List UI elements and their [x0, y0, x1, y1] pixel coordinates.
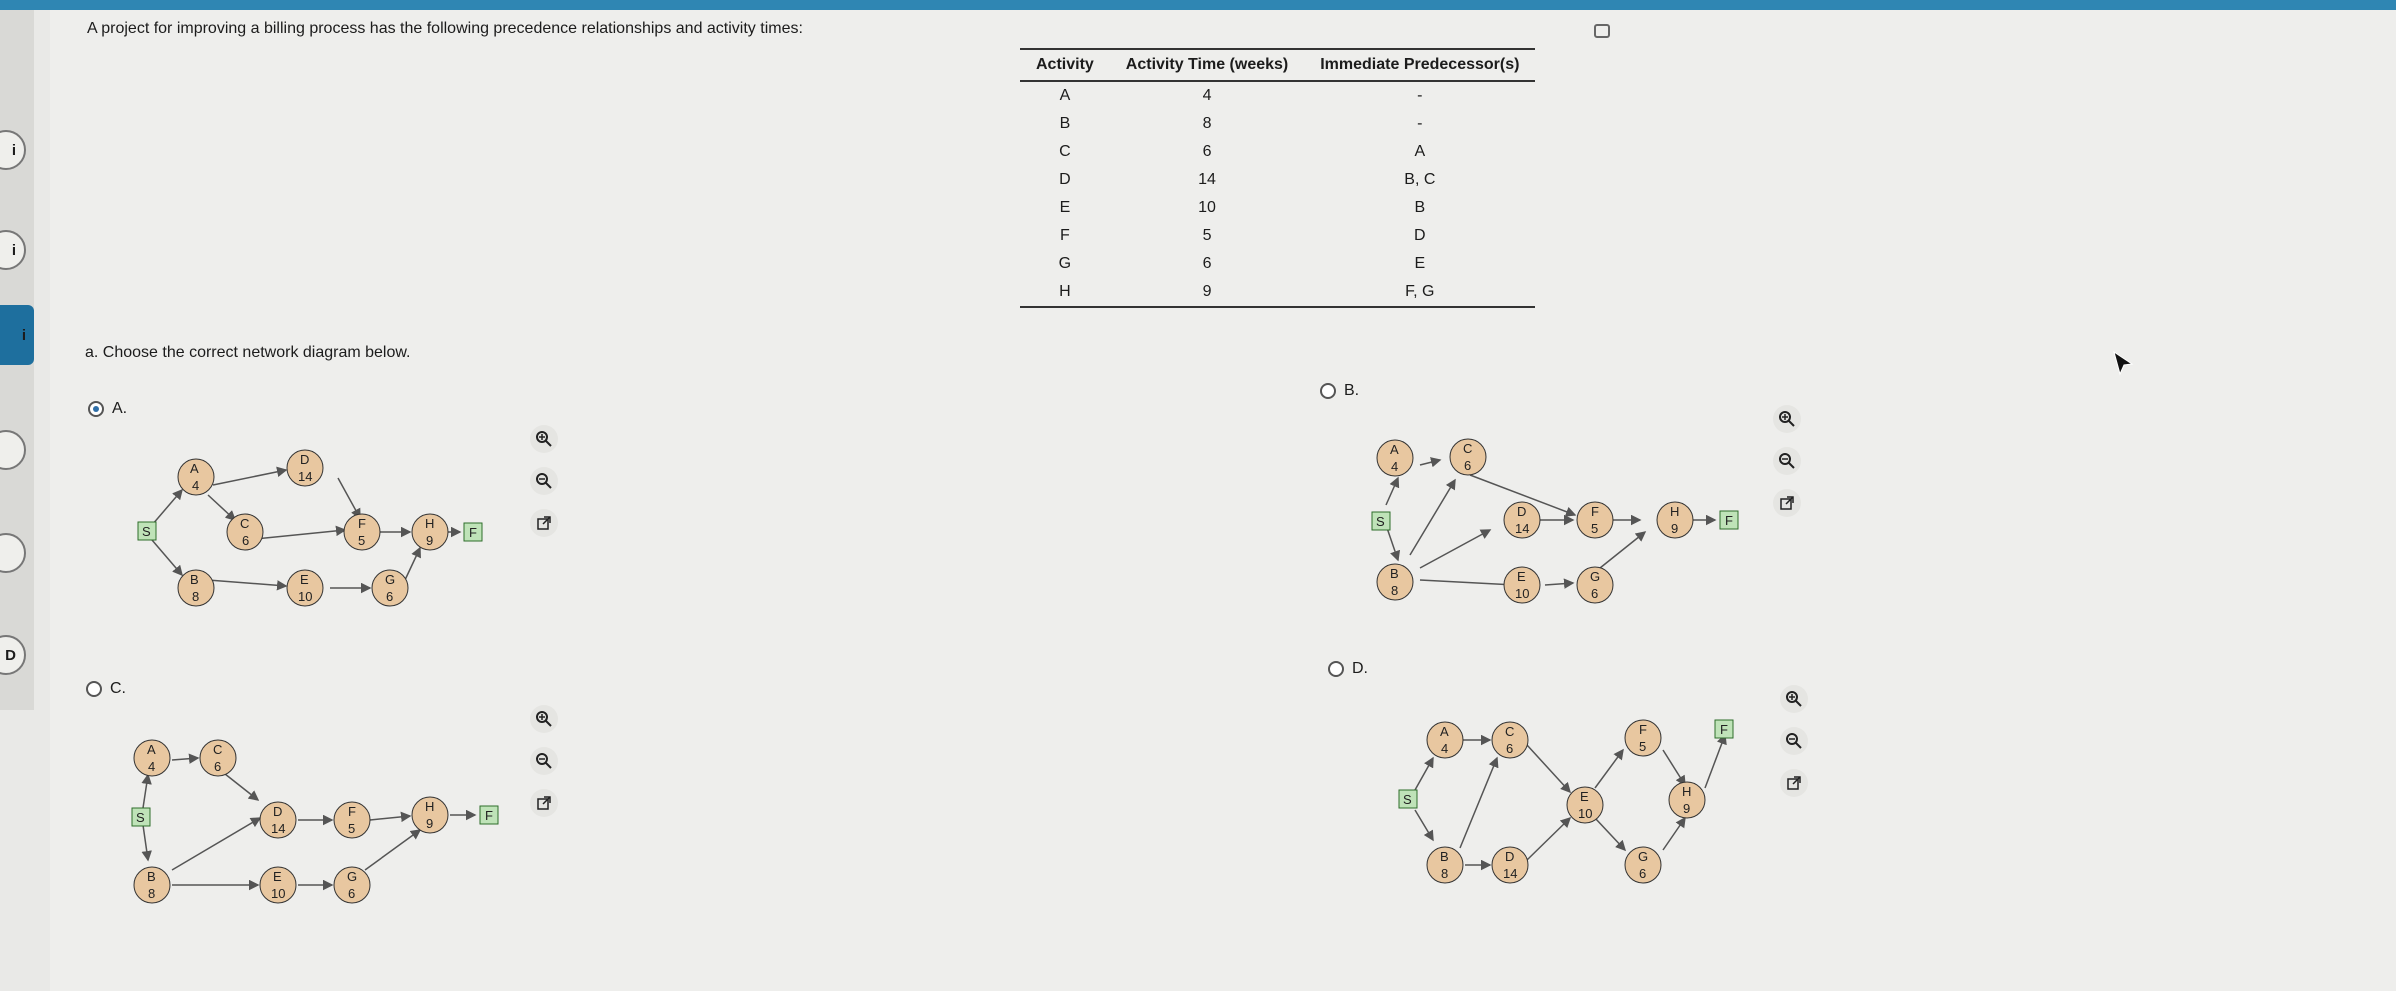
zoom-in-icon[interactable]: [530, 425, 558, 453]
diagram-c-tools: [530, 705, 558, 817]
svg-text:G: G: [1590, 569, 1601, 584]
svg-text:H: H: [425, 799, 435, 814]
part-a-prompt: a. Choose the correct network diagram below.: [85, 344, 411, 361]
network-diagram-b: [1360, 420, 1780, 620]
svg-text:C: C: [1505, 724, 1515, 739]
svg-text:8: 8: [192, 589, 200, 604]
svg-text:6: 6: [242, 533, 250, 548]
table-row: A 4 -: [1059, 87, 1423, 104]
svg-text:H: H: [1682, 784, 1692, 799]
svg-text:10: 10: [1578, 806, 1593, 821]
option-d[interactable]: [1328, 660, 1368, 678]
svg-text:E: E: [273, 869, 282, 884]
open-external-icon[interactable]: [530, 789, 558, 817]
svg-text:5: 5: [1591, 521, 1599, 536]
zoom-out-icon[interactable]: [1773, 447, 1801, 475]
option-c[interactable]: [86, 680, 126, 698]
svg-text:A: A: [147, 742, 156, 757]
diagram-d-tools: [1780, 685, 1808, 797]
svg-text:14: 14: [271, 821, 286, 836]
svg-text:C: C: [1463, 441, 1473, 456]
step-indicator-6[interactable]: D: [0, 635, 26, 675]
step-indicator-1[interactable]: i: [0, 130, 26, 170]
svg-text:9: 9: [1683, 801, 1691, 816]
svg-text:4: 4: [1441, 741, 1449, 756]
svg-text:H: H: [1670, 504, 1680, 519]
zoom-out-icon[interactable]: [530, 747, 558, 775]
table-row: F 5 D: [1060, 227, 1426, 244]
open-external-icon[interactable]: [1773, 489, 1801, 517]
svg-text:F: F: [1591, 504, 1599, 519]
svg-text:14: 14: [1503, 866, 1518, 881]
svg-text:G: G: [385, 572, 396, 587]
zoom-in-icon[interactable]: [1773, 405, 1801, 433]
svg-text:10: 10: [1515, 586, 1530, 601]
precedence-table: [1020, 48, 1535, 308]
step-indicator-active[interactable]: i: [0, 305, 34, 365]
svg-text:B: B: [1440, 849, 1449, 864]
open-external-icon[interactable]: [1780, 769, 1808, 797]
svg-text:5: 5: [1639, 739, 1647, 754]
diagram-b-tools: [1773, 405, 1801, 517]
option-b[interactable]: [1320, 382, 1359, 400]
svg-text:F: F: [348, 804, 356, 819]
table-row: D 14 B, C: [1059, 171, 1436, 188]
svg-text:9: 9: [426, 533, 434, 548]
svg-text:E: E: [300, 572, 309, 587]
option-a-label: A.: [112, 400, 128, 417]
svg-text:B: B: [1390, 566, 1399, 581]
svg-text:S: S: [136, 810, 145, 825]
svg-text:A: A: [1440, 724, 1449, 739]
step-indicator-2[interactable]: i: [0, 230, 26, 270]
svg-text:D: D: [1505, 849, 1515, 864]
svg-text:6: 6: [1591, 586, 1599, 601]
table-header: Activity: [1020, 49, 1110, 81]
svg-text:14: 14: [298, 469, 313, 484]
svg-text:S: S: [1376, 514, 1385, 529]
svg-text:6: 6: [348, 886, 356, 901]
zoom-in-icon[interactable]: [530, 705, 558, 733]
zoom-out-icon[interactable]: [530, 467, 558, 495]
svg-text:F: F: [485, 808, 493, 823]
radio-d[interactable]: [1328, 661, 1344, 677]
open-external-icon[interactable]: [530, 509, 558, 537]
network-diagram-a: [120, 440, 520, 630]
table-header: Immediate Predecessor(s): [1304, 49, 1535, 81]
svg-text:S: S: [1403, 792, 1412, 807]
svg-text:6: 6: [1506, 741, 1514, 756]
svg-text:G: G: [1638, 849, 1649, 864]
svg-text:F: F: [469, 525, 477, 540]
network-diagram-c: [120, 720, 520, 920]
svg-text:F: F: [358, 516, 366, 531]
svg-text:D: D: [273, 804, 283, 819]
svg-text:F: F: [1639, 722, 1647, 737]
svg-text:A: A: [1390, 442, 1399, 457]
zoom-in-icon[interactable]: [1780, 685, 1808, 713]
svg-text:D: D: [300, 452, 310, 467]
svg-text:4: 4: [148, 759, 156, 774]
table-row: H 9 F, G: [1020, 278, 1535, 307]
diagram-a-tools: [530, 425, 558, 537]
svg-text:B: B: [147, 869, 156, 884]
svg-text:C: C: [213, 742, 223, 757]
table-row: E 10 B: [1059, 199, 1426, 216]
radio-a[interactable]: [88, 401, 104, 417]
svg-text:D: D: [1517, 504, 1527, 519]
svg-text:5: 5: [348, 821, 356, 836]
copy-icon[interactable]: [1594, 24, 1610, 38]
svg-text:G: G: [347, 869, 358, 884]
svg-text:H: H: [425, 516, 435, 531]
svg-text:A: A: [190, 461, 199, 476]
svg-text:F: F: [1720, 722, 1728, 737]
svg-text:6: 6: [1639, 866, 1647, 881]
svg-text:S: S: [142, 524, 151, 539]
svg-text:9: 9: [426, 816, 434, 831]
svg-text:C: C: [240, 516, 250, 531]
svg-text:9: 9: [1671, 521, 1679, 536]
option-d-label: D.: [1352, 660, 1368, 677]
table-row: C 6 A: [1059, 143, 1426, 160]
svg-text:8: 8: [1391, 583, 1399, 598]
network-diagram-d: [1385, 700, 1785, 900]
svg-text:10: 10: [298, 589, 313, 604]
svg-text:6: 6: [1464, 458, 1472, 473]
svg-text:4: 4: [192, 478, 200, 493]
svg-text:6: 6: [214, 759, 222, 774]
svg-text:E: E: [1517, 569, 1526, 584]
option-a[interactable]: [88, 400, 127, 418]
option-b-label: B.: [1344, 382, 1360, 399]
problem-statement: A project for improving a billing process has the following precedence relationships and activity times:: [87, 20, 803, 37]
svg-text:5: 5: [358, 533, 366, 548]
table-header: Activity Time (weeks): [1110, 49, 1304, 81]
svg-text:F: F: [1725, 513, 1733, 528]
svg-text:10: 10: [271, 886, 286, 901]
mouse-cursor-icon: [2112, 350, 2136, 378]
svg-text:8: 8: [148, 886, 156, 901]
svg-text:B: B: [190, 572, 199, 587]
svg-text:8: 8: [1441, 866, 1449, 881]
option-c-label: C.: [110, 680, 126, 697]
radio-c[interactable]: [86, 681, 102, 697]
svg-text:14: 14: [1515, 521, 1530, 536]
table-row: B 8 -: [1059, 115, 1423, 132]
zoom-out-icon[interactable]: [1780, 727, 1808, 755]
svg-text:4: 4: [1391, 459, 1399, 474]
table-row: G 6 E: [1058, 255, 1426, 272]
radio-b[interactable]: [1320, 383, 1336, 399]
top-accent-bar: [0, 0, 2396, 10]
svg-text:E: E: [1580, 789, 1589, 804]
svg-text:6: 6: [386, 589, 394, 604]
